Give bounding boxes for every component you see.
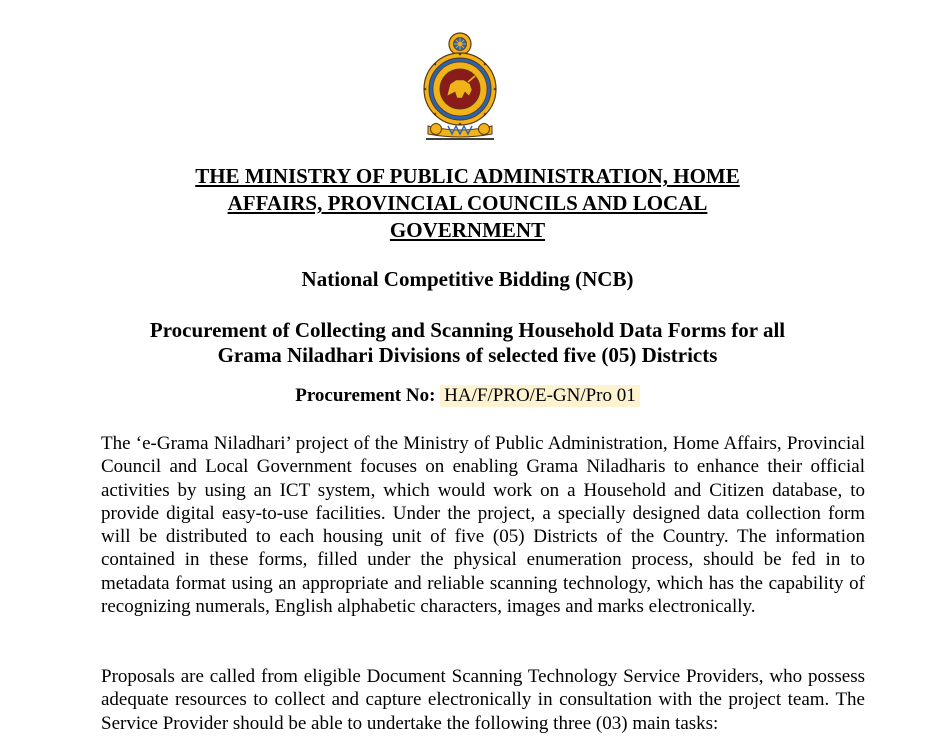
- national-emblem-icon: [420, 30, 500, 142]
- procurement-number-label: Procurement No:: [295, 385, 436, 406]
- ministry-heading-line-3: GOVERNMENT: [389, 218, 546, 242]
- procurement-number-line: [0, 384, 935, 408]
- ministry-heading: [0, 163, 935, 244]
- procurement-title-line-1: Procurement of Collecting and Scanning Household Data Forms for all: [149, 318, 786, 342]
- procurement-title-line-2: Grama Niladhari Divisions of selected five (05) Districts: [217, 343, 718, 367]
- procurement-title: [0, 318, 935, 368]
- paragraph-project-description: The ‘e-Grama Niladhari’ project of the Ministry of Public Administration, Home Affairs, Provincial Council and Local Government focuses on enabling Grama Niladharis to enhance their official activities by using an ICT system, which would work on a Household and Citizen database, to provide digital easy-to-use facilities. Under the project, a specially designed data collection form will be distributed to each housing unit of five (05) Districts of the Country. The information contained in these forms, filled under the physical enumeration process, should be fed in to metadata format using an appropriate and reliable scanning technology, which has the capability of recognizing numerals, English alphabetic characters, images and marks electronically.: [101, 433, 865, 618]
- paragraph-proposals-call: Proposals are called from eligible Document Scanning Technology Service Providers, who possess adequate resources to collect and capture electronically in consultation with the project team. The Service Provider should be able to undertake the following three (03) main tasks:: [101, 666, 865, 734]
- ministry-heading-line-2: AFFAIRS, PROVINCIAL COUNCILS AND LOCAL: [227, 191, 708, 215]
- ministry-heading-line-1: THE MINISTRY OF PUBLIC ADMINISTRATION, HOME: [195, 164, 740, 188]
- procurement-number-value: HA/F/PRO/E-GN/Pro 01: [440, 385, 640, 407]
- bidding-type-heading: National Competitive Bidding (NCB): [301, 267, 634, 291]
